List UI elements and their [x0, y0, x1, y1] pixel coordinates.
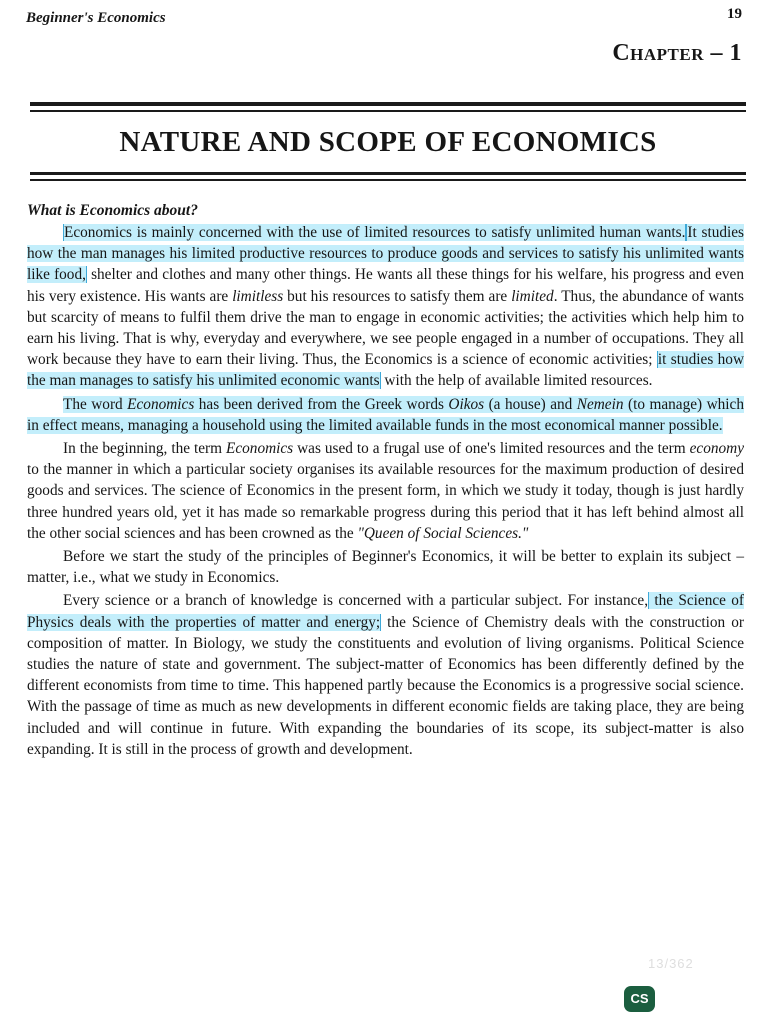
page-number: 19 [727, 6, 742, 22]
italic-term: limited [511, 287, 554, 305]
paragraph-3 [27, 438, 744, 544]
italic-term: Economics [226, 440, 294, 458]
title-rule-top-thin [30, 110, 746, 112]
chapter-label: Chapter – 1 [612, 40, 742, 66]
text-run: . Thus, the abundance of wants but scarcity of means to fulfil them drive the man to engage in economic activities; the activities which help him to earn his living. That is why, everyday and everywhere, we see people engaged in a number of occupations. They all work because they have to earn their living. Thus, the Economics is a science of economic activities; [27, 287, 745, 369]
highlight-2: It studies how the man manages his limited productive resources to produce goods and services to satisfy his unlimited wants like food, [27, 224, 744, 284]
paragraph-2 [27, 394, 744, 436]
highlight-4: The word Economics has been derived from the Greek words Oikos (a house) and Nemein (to manage) which in effect means, managing a household using the limited available funds in the most economical manner possible. [27, 395, 744, 434]
text-run: In the beginning, the term [63, 440, 227, 458]
text-run: the Science of Chemistry deals with the construction or composition of matter. In Biology, we study the constituents and evolution of living organisms. Political Science studies the nature of state and government. The subject-matter of Economics has been differently defined by the different economists from time to time. This happened partly because the Economics is a progressive social science. With the passage of time as much as new developments in different economic fields are taking place, they are being included and will continue in future. With expanding the boundaries of its scope, its subject-matter is also expanding. It is still in the process of growth and development. [27, 613, 744, 758]
italic-term: economy [689, 440, 744, 458]
paragraph-1 [27, 222, 744, 392]
paragraph-4: Before we start the study of the principles of Beginner's Economics, it will be better to explain its subject – matter, i.e., what we study in Economics. [27, 548, 744, 587]
section-heading: What is Economics about? [27, 202, 198, 219]
highlight-5: the Science of Physics deals with the properties of matter and energy; [27, 592, 744, 631]
text-run: but his resources to satisfy them are [283, 287, 512, 305]
text-run: to the manner in which a particular society organises its available resources for the maximum production of desired goods and services. The science of Economics in the present form, in which we study it today, though is just hardly three hundred years old, yet it has made so remarkable progress during this period that it has left behind almost all the other social sciences and has been crowned as the [27, 461, 744, 542]
page-counter: 13/362 [648, 956, 694, 971]
italic-quote: "Queen of Social Sciences." [357, 524, 529, 542]
text-run: with the help of available limited resources. [380, 372, 653, 390]
running-head: Beginner's Economics [26, 10, 166, 26]
chapter-title: NATURE AND SCOPE OF ECONOMICS [119, 126, 657, 158]
italic-term: limitless [232, 287, 284, 305]
title-rule-bottom-thin [30, 179, 746, 181]
text-run: shelter and clothes and many other things. He wants all these things for his welfare, his progress and even his very existence. His wants are [27, 266, 744, 305]
title-rule-bottom-thick [30, 172, 746, 175]
scanner-logo-icon: CS [624, 986, 655, 1012]
paragraph-5 [27, 590, 744, 760]
highlight-1: Economics is mainly concerned with the use of limited resources to satisfy unlimited human wants. [64, 224, 686, 241]
body-text [27, 222, 744, 760]
text-run: was used to a frugal use of one's limited resources and the term [293, 440, 690, 458]
title-rule-top-thick [30, 102, 746, 106]
highlight-3: it studies how the man manages to satisfy his unlimited economic wants [27, 351, 744, 390]
text-run: Every science or a branch of knowledge is concerned with a particular subject. For instance, [63, 592, 649, 610]
